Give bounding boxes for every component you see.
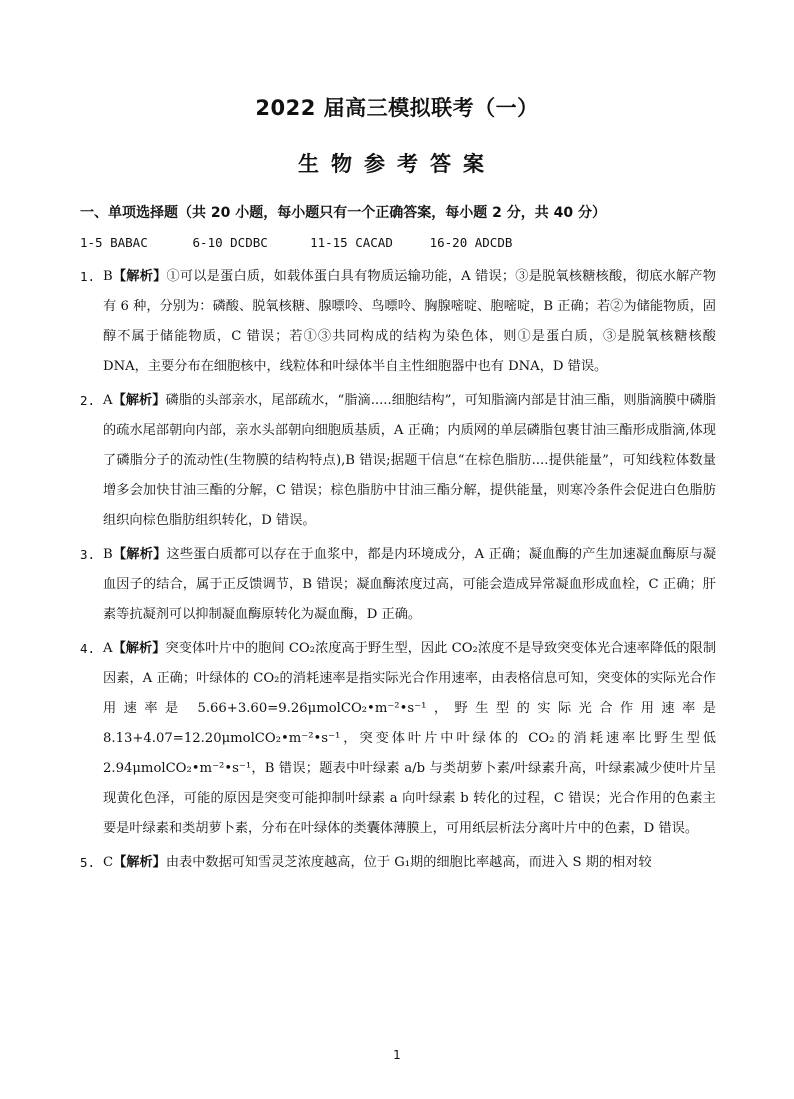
item-number: 4. (80, 641, 96, 656)
item-answer: A (103, 641, 113, 656)
analysis-tag: 【解析】 (112, 269, 167, 284)
item-text: 这些蛋白质都可以存在于血浆中，都是内环境成分，A 正确；凝血酶的产生加速凝血酶原与凝血因子的结合，属于正反馈调节，B 错误；凝血酶浓度过高，可能会造成异常凝血形成血栓，C 正确；肝素等抗凝剂可以抑制凝血酶原转化为凝血酶，D 正确。 (103, 547, 717, 622)
explanation-item (80, 540, 716, 630)
explanation-item (80, 262, 716, 382)
item-number: 1. (80, 269, 96, 284)
answer-group: 1-5 BABAC (80, 235, 148, 250)
explanation-item (80, 848, 716, 878)
section-heading: 一、单项选择题（共 20 小题，每小题只有一个正确答案，每小题 2 分，共 40 分） (80, 205, 606, 221)
page-number: 1 (393, 1048, 401, 1062)
answer-group: 16-20 ADCDB (429, 235, 513, 250)
item-answer: C (103, 855, 114, 870)
item-number: 2. (80, 393, 96, 408)
item-answer: B (103, 269, 113, 284)
item-answer: A (103, 393, 113, 408)
analysis-tag: 【解析】 (112, 641, 166, 656)
page-subtitle: 生物参考答案 (298, 152, 496, 176)
analysis-tag: 【解析】 (113, 855, 166, 870)
explanation-item (80, 386, 716, 536)
analysis-tag: 【解析】 (112, 393, 166, 408)
item-number: 5. (80, 855, 96, 870)
item-text: ①可以是蛋白质，如载体蛋白具有物质运输功能，A 错误；③是脱氧核糖核酸，彻底水解产物有 6 种，分别为：磷酸、脱氧核糖、腺嘌呤、鸟嘌呤、胸腺嘧啶、胞嘧啶，B 正确；若②为储能物质，固醇不属于储能物质，C 错误；若①③共同构成的结构为染色体，则①是蛋白质，③是脱氧核糖核酸 DNA，主要分布在细胞核中，线粒体和叶绿体半自主性细胞器中也有 DNA，D 错误。 (103, 269, 717, 374)
item-text: 由表中数据可知雪灵芝浓度越高，位于 G₁期的细胞比率越高，而进入 S 期的相对较 (165, 855, 652, 870)
answer-group: 11-15 CACAD (310, 235, 393, 250)
explanation-list (80, 262, 716, 882)
item-text: 突变体叶片中的胞间 CO₂浓度高于野生型，因此 CO₂浓度不是导致突变体光合速率降低的限制因素，A 正确；叶绿体的 CO₂的消耗速率是指实际光合作用速率，由表格信息可知，突变体的实际光合作用速率是 5.66+3.60=9.26μmolCO₂•m⁻²•s⁻¹，野生型的实际光合作用速率是 8.13+4.07=12.20μmolCO₂•m⁻²•s⁻¹，突变体叶片中叶绿体的 CO₂的消耗速率比野生型低 2.94μmolCO₂•m⁻²•s⁻¹，B 错误；题表中叶绿素 a/b 与类胡萝卜素/叶绿素升高，叶绿素减少使叶片呈现黄化色泽，可能的原因是突变可能抑制叶绿素 a 向叶绿素 b 转化的过程，C 错误；光合作用的色素主要是叶绿素和类胡萝卜素，分布在叶绿体的类囊体薄膜上，可用纸层析法分离叶片中的色素，D 错误。 (103, 641, 717, 836)
answer-group: 6-10 DCDBC (192, 235, 268, 250)
item-number: 3. (80, 547, 96, 562)
item-answer: B (103, 547, 113, 562)
explanation-item (80, 634, 716, 844)
analysis-tag: 【解析】 (112, 547, 167, 562)
item-text: 磷脂的头部亲水，尾部疏水，“脂滴.....细胞结构”，可知脂滴内部是甘油三酯，则脂滴膜中磷脂的疏水尾部朝向内部，亲水头部朝向细胞质基质，A 正确；内质网的单层磷脂包裹甘油三酯形成脂滴,体现了磷脂分子的流动性(生物膜的结构特点),B 错误;据题干信息“在棕色脂肪....提供能量”，可知线粒体数量增多会加快甘油三酯的分解，C 错误；棕色脂肪中甘油三酯分解，提供能量，则寒冷条件会促进白色脂肪组织向棕色脂肪组织转化，D 错误。 (103, 393, 716, 528)
page-title: 2022 届高三模拟联考（一） (255, 96, 539, 120)
answer-key (80, 235, 512, 250)
